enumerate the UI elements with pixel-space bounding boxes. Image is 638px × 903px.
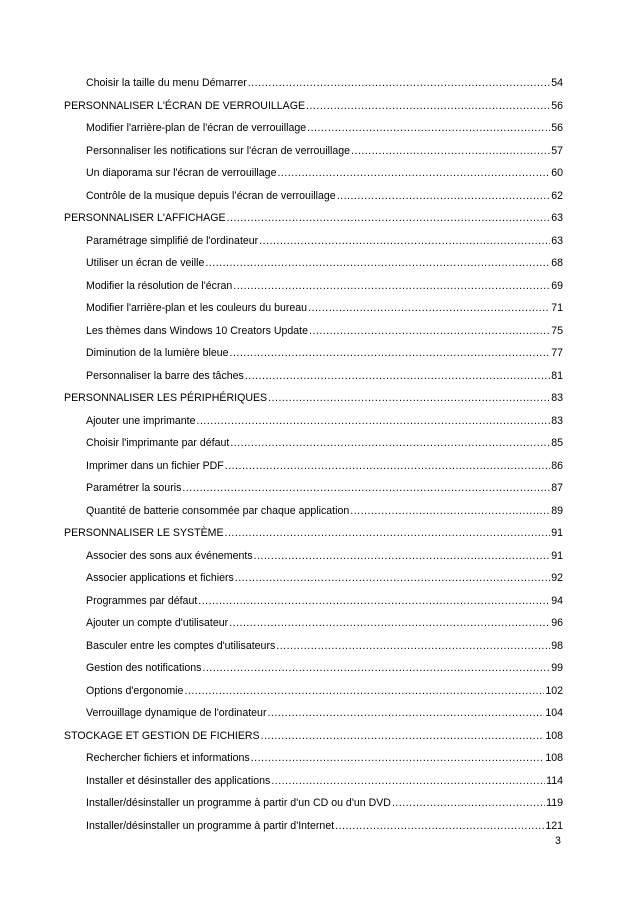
- toc-entry-title: Associer applications et fichiers: [86, 572, 234, 584]
- toc-entry-title: Contrôle de la musique depuis l’écran de verrouillage: [86, 189, 336, 202]
- toc-entry-title: Utiliser un écran de veille: [86, 257, 205, 269]
- toc-entry-page: 71: [551, 302, 563, 314]
- toc-entry-page: 102: [545, 684, 563, 697]
- toc-entry-page: 56: [551, 99, 563, 112]
- toc-dot-leader: [245, 365, 550, 388]
- toc-entry-title: Basculer entre les comptes d'utilisateurs: [86, 639, 276, 652]
- toc-entry-page: 108: [545, 729, 563, 742]
- toc-subsection-entry[interactable]: [64, 545, 563, 568]
- toc-entry-page: 94: [551, 594, 563, 607]
- toc-section-entry[interactable]: [64, 387, 563, 410]
- toc-entry-page: 85: [551, 437, 563, 449]
- toc-entry-page: 96: [551, 617, 563, 629]
- toc-subsection-entry[interactable]: [64, 297, 563, 320]
- toc-dot-leader: [225, 522, 551, 545]
- toc-subsection-entry[interactable]: [64, 612, 563, 635]
- toc-subsection-entry[interactable]: [64, 500, 563, 523]
- toc-dot-leader: [351, 140, 550, 163]
- toc-subsection-entry[interactable]: [64, 365, 563, 388]
- toc-entry-title: Ajouter un compte d'utilisateur: [86, 617, 229, 629]
- toc-dot-leader: [254, 545, 551, 568]
- toc-entry-title: Installer et désinstaller des applications: [86, 774, 271, 787]
- toc-entry-page: 77: [551, 347, 563, 359]
- toc-entry-page: 81: [551, 369, 563, 382]
- toc-dot-leader: [392, 792, 545, 815]
- toc-dot-leader: [306, 95, 550, 118]
- toc-dot-leader: [277, 162, 550, 185]
- toc-subsection-entry[interactable]: [64, 635, 563, 658]
- toc-subsection-entry[interactable]: [64, 252, 563, 275]
- toc-entry-title: Paramétrer la souris: [86, 482, 182, 494]
- toc-subsection-entry[interactable]: [64, 275, 563, 298]
- toc-dot-leader: [230, 432, 550, 455]
- toc-subsection-entry[interactable]: [64, 117, 563, 140]
- toc-subsection-entry[interactable]: [64, 477, 563, 500]
- toc-dot-leader: [307, 117, 550, 140]
- toc-dot-leader: [202, 657, 550, 680]
- toc-entry-page: 92: [551, 572, 563, 584]
- toc-subsection-entry[interactable]: [64, 770, 563, 793]
- toc-entry-title: Installer/désinstaller un programme à partir d'Internet: [86, 819, 335, 832]
- toc-subsection-entry[interactable]: [64, 815, 563, 838]
- toc-subsection-entry[interactable]: [64, 680, 563, 703]
- toc-subsection-entry[interactable]: [64, 455, 563, 478]
- toc-dot-leader: [197, 410, 551, 433]
- toc-entry-page: 63: [551, 212, 563, 224]
- toc-entry-page: 91: [551, 527, 563, 539]
- toc-entry-page: 98: [551, 639, 563, 652]
- toc-entry-page: 121: [545, 819, 563, 832]
- toc-dot-leader: [198, 590, 550, 613]
- toc-entry-title: Imprimer dans un fichier PDF: [86, 459, 224, 472]
- toc-entry-title: Quantité de batterie consommée par chaque application: [86, 504, 350, 517]
- toc-dot-leader: [184, 680, 544, 703]
- toc-entry-title: STOCKAGE ET GESTION DE FICHIERS: [64, 729, 260, 742]
- toc-entry-title: Personnaliser la barre des tâches: [86, 369, 244, 382]
- toc-entry-page: 69: [551, 279, 563, 292]
- toc-dot-leader: [229, 612, 550, 635]
- toc-subsection-entry[interactable]: [64, 140, 563, 163]
- toc-entry-page: 119: [546, 797, 563, 809]
- toc-dot-leader: [251, 747, 545, 770]
- toc-entry-title: Personnaliser les notifications sur l'écran de verrouillage: [86, 144, 351, 157]
- toc-section-entry[interactable]: [64, 522, 563, 545]
- toc-entry-title: Installer/désinstaller un programme à partir d'un CD ou d'un DVD: [86, 797, 391, 809]
- toc-entry-page: 89: [551, 504, 563, 517]
- toc-entry-page: 60: [551, 167, 563, 179]
- toc-dot-leader: [259, 230, 550, 253]
- toc-entry-page: 87: [551, 482, 563, 494]
- page-number: 3: [555, 835, 561, 847]
- toc-subsection-entry[interactable]: [64, 342, 563, 365]
- toc-entry-title: PERSONNALISER LES PÉRIPHÉRIQUES: [64, 392, 268, 404]
- toc-subsection-entry[interactable]: [64, 320, 563, 343]
- toc-entry-page: 114: [546, 774, 563, 787]
- toc-dot-leader: [350, 500, 550, 523]
- toc-entry-page: 83: [551, 392, 563, 404]
- toc-entry-page: 83: [551, 414, 563, 427]
- table-of-contents: [64, 72, 563, 837]
- toc-subsection-entry[interactable]: [64, 230, 563, 253]
- toc-dot-leader: [271, 770, 545, 793]
- toc-section-entry[interactable]: [64, 95, 563, 118]
- toc-entry-page: 57: [551, 144, 563, 157]
- toc-entry-title: Ajouter une imprimante: [86, 414, 196, 427]
- toc-entry-title: Modifier l'arrière-plan de l'écran de verrouillage: [86, 122, 307, 134]
- toc-subsection-entry[interactable]: [64, 702, 563, 725]
- toc-entry-page: 108: [545, 752, 563, 764]
- toc-dot-leader: [335, 815, 544, 838]
- toc-dot-leader: [230, 342, 551, 365]
- toc-dot-leader: [337, 185, 551, 208]
- toc-dot-leader: [248, 72, 550, 95]
- toc-entry-title: Programmes par défaut: [86, 594, 198, 607]
- toc-dot-leader: [182, 477, 550, 500]
- toc-entry-title: Choisir l'imprimante par défaut: [86, 437, 230, 449]
- toc-entry-page: 86: [551, 459, 563, 472]
- toc-section-entry[interactable]: [64, 725, 563, 748]
- toc-entry-page: 91: [551, 549, 563, 562]
- toc-entry-title: Choisir la taille du menu Démarrer: [86, 77, 247, 89]
- toc-entry-title: Rechercher fichiers et informations: [86, 752, 250, 764]
- toc-dot-leader: [268, 387, 550, 410]
- toc-entry-page: 68: [551, 257, 563, 269]
- toc-dot-leader: [308, 297, 550, 320]
- toc-subsection-entry[interactable]: [64, 590, 563, 613]
- toc-subsection-entry[interactable]: [64, 432, 563, 455]
- toc-dot-leader: [261, 725, 545, 748]
- toc-entry-page: 99: [551, 662, 563, 674]
- toc-dot-leader: [227, 207, 551, 230]
- toc-entry-title: Paramétrage simplifié de l'ordinateur: [86, 234, 259, 247]
- toc-entry-page: 54: [551, 77, 563, 89]
- toc-subsection-entry[interactable]: [64, 72, 563, 95]
- toc-subsection-entry[interactable]: [64, 792, 563, 815]
- toc-subsection-entry[interactable]: [64, 185, 563, 208]
- toc-subsection-entry[interactable]: [64, 747, 563, 770]
- toc-entry-title: Associer des sons aux événements: [86, 549, 253, 562]
- toc-entry-title: Gestion des notifications: [86, 662, 202, 674]
- toc-subsection-entry[interactable]: [64, 162, 563, 185]
- toc-dot-leader: [205, 252, 550, 275]
- toc-entry-title: Modifier l'arrière-plan et les couleurs du bureau: [86, 302, 308, 314]
- toc-entry-page: 63: [551, 234, 563, 247]
- toc-entry-page: 62: [551, 189, 563, 202]
- toc-entry-title: Options d'ergonomie: [86, 684, 184, 697]
- toc-entry-title: Modifier la résolution de l'écran: [86, 279, 233, 292]
- toc-entry-title: PERSONNALISER L'ÉCRAN DE VERROUILLAGE: [64, 99, 306, 112]
- toc-entry-page: 56: [551, 122, 563, 134]
- toc-entry-page: 75: [551, 324, 563, 337]
- toc-dot-leader: [267, 702, 544, 725]
- toc-entry-title: PERSONNALISER LE SYSTÈME: [64, 527, 224, 539]
- toc-entry-title: PERSONNALISER L'AFFICHAGE: [64, 212, 226, 224]
- toc-entry-title: Diminution de la lumière bleue: [86, 347, 229, 359]
- toc-dot-leader: [225, 455, 550, 478]
- toc-entry-title: Les thèmes dans Windows 10 Creators Update: [86, 324, 308, 337]
- toc-subsection-entry[interactable]: [64, 567, 563, 590]
- toc-dot-leader: [276, 635, 550, 658]
- toc-entry-page: 104: [545, 707, 563, 719]
- toc-entry-title: Un diaporama sur l'écran de verrouillage: [86, 167, 277, 179]
- toc-dot-leader: [235, 567, 550, 590]
- toc-section-entry[interactable]: [64, 207, 563, 230]
- toc-subsection-entry[interactable]: [64, 657, 563, 680]
- toc-dot-leader: [309, 320, 550, 343]
- toc-subsection-entry[interactable]: [64, 410, 563, 433]
- toc-entry-title: Verrouillage dynamique de l'ordinateur: [86, 707, 267, 719]
- toc-dot-leader: [233, 275, 550, 298]
